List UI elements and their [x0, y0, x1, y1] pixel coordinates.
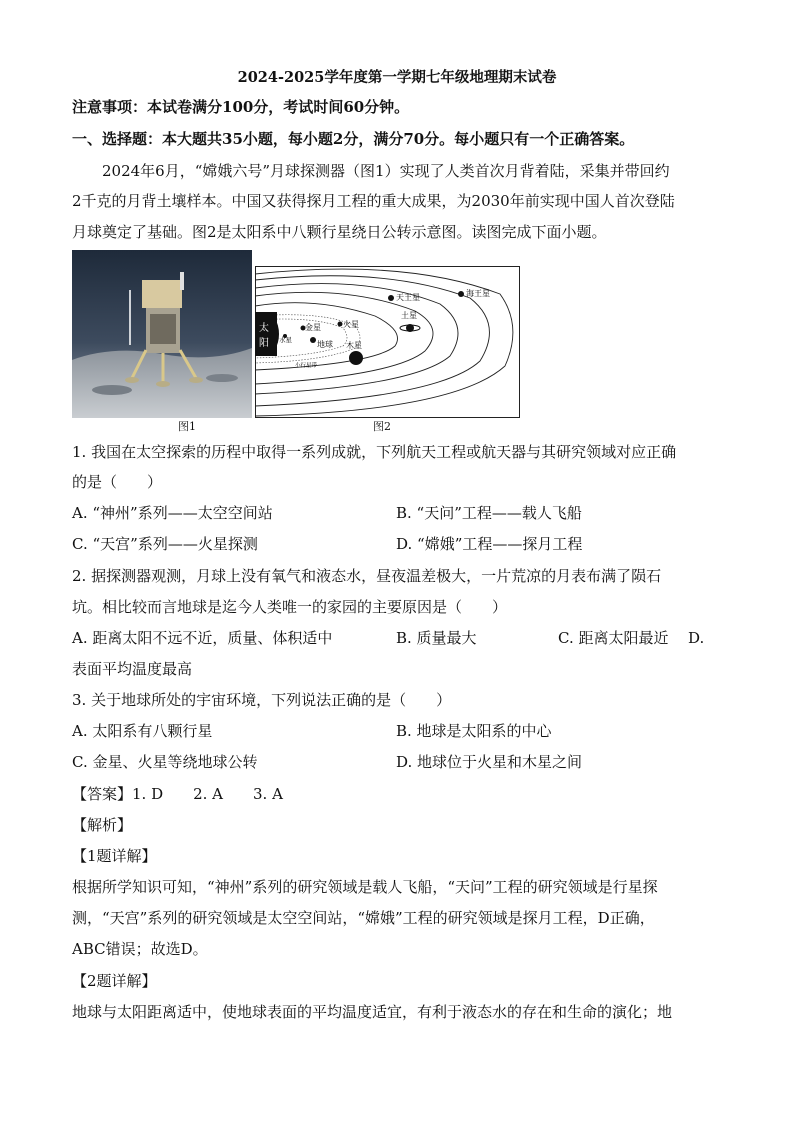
q3-stem: 3. 关于地球所处的宇宙环境，下列说法正确的是（ ）: [72, 691, 452, 709]
q2-option-b: B. 质量最大: [396, 629, 477, 647]
sun-label-1: 太: [259, 323, 269, 334]
detail-2-heading: 【2题详解】: [72, 972, 157, 990]
q1-option-d: D. “嫦娥”工程——探月工程: [396, 535, 583, 553]
q1-stem-line-2: 的是（ ）: [72, 473, 163, 491]
figure-1-image: [72, 250, 252, 418]
q2-option-d-text: 表面平均温度最高: [72, 660, 193, 678]
detail-1-line-3: ABC错误；故选D。: [72, 940, 208, 958]
q2-option-d: D.: [688, 629, 705, 647]
page-title: 2024-2025学年度第一学期七年级地理期末试卷: [237, 69, 557, 86]
neptune-label: 海王星: [466, 289, 490, 298]
notice: 注意事项：本试卷满分100分，考试时间60分钟。: [72, 98, 410, 116]
detail-2-line-1: 地球与太阳距离适中，使地球表面的平均温度适宜，有利于液态水的存在和生命的演化；地: [72, 1003, 673, 1021]
intro-line-2: 2千克的月背土壤样本。中国又获得探月工程的重大成果，为2030年前实现中国人首次登陆: [72, 192, 675, 210]
q3-option-d: D. 地球位于火星和木星之间: [396, 753, 583, 771]
intro-line-1: 2024年6月，“嫦娥六号”月球探测器（图1）实现了人类首次月背着陆，采集并带回约: [102, 162, 670, 180]
venus-label: 金星: [305, 323, 321, 332]
q2-option-c: C. 距离太阳最近: [558, 629, 669, 647]
q2-option-a: A. 距离太阳不远不近，质量、体积适中: [72, 629, 333, 647]
q1-option-a: A. “神州”系列——太空空间站: [72, 504, 273, 522]
saturn-label: 土星: [401, 311, 417, 320]
detail-1-line-1: 根据所学知识可知，“神州”系列的研究领域是载人飞船，“天问”工程的研究领域是行星探: [72, 878, 658, 896]
detail-1-line-2: 测，“天宫”系列的研究领域是太空空间站，“嫦娥”工程的研究领域是探月工程，D正确，: [72, 909, 655, 927]
q1-option-c: C. “天宫”系列——火星探测: [72, 535, 258, 553]
figure-2-caption: 图2: [373, 420, 391, 433]
mars-label: 火星: [343, 320, 359, 329]
detail-1-heading: 【1题详解】: [72, 847, 157, 865]
q2-stem-line-1: 2. 据探测器观测，月球上没有氧气和液态水，昼夜温差极大，一片荒凉的月表布满了陨石: [72, 567, 662, 585]
figure-2-diagram: [255, 266, 520, 418]
mercury-label: 水星: [279, 336, 292, 344]
earth-label: 地球: [317, 340, 333, 349]
intro-line-3: 月球奠定了基础。图2是太阳系中八颗行星绕日公转示意图。读图完成下面小题。: [72, 223, 607, 241]
sun-label-2: 阳: [259, 338, 269, 349]
q2-stem-line-2: 坑。相比较而言地球是迄今人类唯一的家园的主要原因是（ ）: [72, 598, 508, 616]
asteroid-belt-label: 小行星带: [295, 363, 318, 369]
answer-line: 【答案】1. D 2. A 3. A: [72, 785, 283, 803]
section-heading: 一、选择题：本大题共35小题，每小题2分，满分70分。每小题只有一个正确答案。: [72, 130, 635, 148]
q1-option-b: B. “天问”工程——载人飞船: [396, 504, 582, 522]
q3-option-c: C. 金星、火星等绕地球公转: [72, 753, 258, 771]
figure-1-caption: 图1: [178, 420, 196, 433]
uranus-label: 天王星: [396, 293, 420, 302]
q3-option-a: A. 太阳系有八颗行星: [72, 722, 213, 740]
q3-option-b: B. 地球是太阳系的中心: [396, 722, 552, 740]
jupiter-label: 木星: [346, 341, 362, 350]
q1-stem-line-1: 1. 我国在太空探索的历程中取得一系列成就，下列航天工程或航天器与其研究领域对应正确: [72, 443, 677, 461]
analysis-heading: 【解析】: [72, 816, 133, 834]
